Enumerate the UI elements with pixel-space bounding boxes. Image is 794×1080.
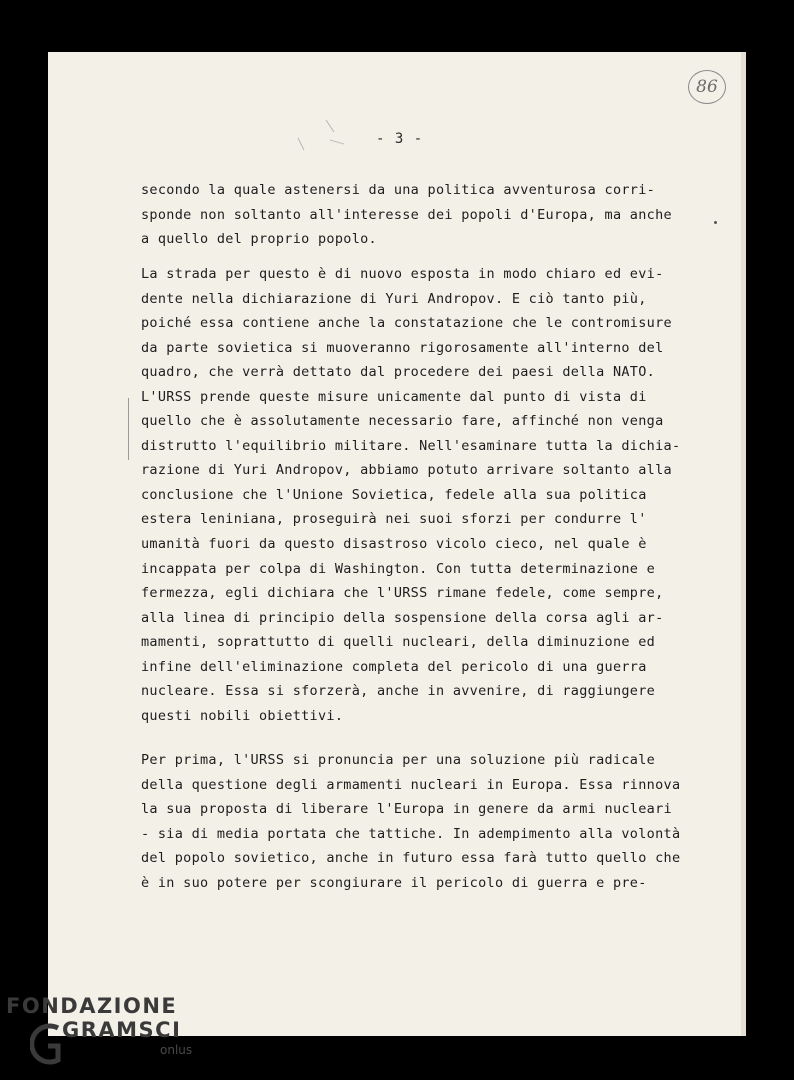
text-line: alla linea di principio della sospensione della corsa agli ar-: [141, 609, 664, 626]
text-line: - sia di media portata che tattiche. In adempimento alla volontà: [141, 825, 681, 842]
archive-number-stamp: 86: [688, 70, 726, 104]
text-line: quello che è assolutamente necessario fare, affinché non venga: [141, 413, 664, 430]
text-line: fermezza, egli dichiara che l'URSS rimane fedele, come sempre,: [141, 585, 664, 602]
text-line: secondo la quale astenersi da una politica avventurosa corri-: [141, 182, 656, 198]
fondazione-gramsci-watermark: [6, 994, 192, 1058]
text-line: infine dell'eliminazione completa del pericolo di una guerra: [141, 658, 647, 675]
watermark-line-1: FONDAZIONE: [6, 994, 178, 1018]
text-line: del popolo sovietico, anche in futuro essa farà tutto quello che: [141, 850, 681, 867]
paragraph-1: [141, 178, 672, 252]
text-line: questi nobili obiettivi.: [141, 707, 344, 724]
page-edge: [741, 52, 746, 1036]
text-line: della questione degli armamenti nucleari in Europa. Essa rinnova: [141, 776, 681, 793]
paragraph-2: [141, 262, 680, 728]
text-line: L'URSS prende queste misure unicamente dal punto di vista di: [141, 388, 647, 405]
ink-dot: [714, 221, 717, 224]
pen-marks: [290, 116, 370, 156]
text-line: nucleare. Essa si sforzerà, anche in avvenire, di raggiungere: [141, 683, 656, 700]
text-line: La strada per questo è di nuovo esposta in modo chiaro ed evi-: [141, 266, 664, 282]
margin-mark: [128, 398, 129, 460]
page-number: - 3 -: [376, 131, 424, 147]
text-line: sponde non soltanto all'interesse dei popoli d'Europa, ma anche: [141, 206, 672, 223]
text-line: quadro, che verrà dettato dal procedere dei paesi della NATO.: [141, 364, 656, 381]
text-line: è in suo potere per scongiurare il pericolo di guerra e pre-: [141, 874, 647, 891]
watermark-line-2: GRAMSCI: [62, 1018, 182, 1042]
text-line: conclusione che l'Unione Sovietica, fedele alla sua politica: [141, 486, 647, 503]
text-line: dente nella dichiarazione di Yuri Andropov. E ciò tanto più,: [141, 290, 647, 307]
text-line: umanità fuori da questo disastroso vicolo cieco, nel quale è: [141, 536, 647, 553]
text-line: razione di Yuri Andropov, abbiamo potuto arrivare soltanto alla: [141, 462, 672, 479]
text-line: Per prima, l'URSS si pronuncia per una soluzione più radicale: [141, 752, 656, 768]
paragraph-3: [141, 748, 680, 895]
gramsci-logo-icon: [30, 1020, 64, 1068]
watermark-line-3: onlus: [160, 1043, 193, 1057]
text-line: la sua proposta di liberare l'Europa in genere da armi nucleari: [141, 801, 672, 818]
text-line: distrutto l'equilibrio militare. Nell'esaminare tutta la dichia-: [141, 437, 681, 454]
text-line: mamenti, soprattutto di quelli nucleari, della diminuzione ed: [141, 634, 656, 651]
text-line: da parte sovietica si muoveranno rigorosamente all'interno del: [141, 339, 664, 356]
text-line: incappata per colpa di Washington. Con tutta determinazione e: [141, 560, 656, 577]
text-line: estera leniniana, proseguirà nei suoi sforzi per condurre l': [141, 511, 647, 528]
text-line: poiché essa contiene anche la constatazione che le contromisure: [141, 315, 672, 332]
text-line: a quello del proprio popolo.: [141, 231, 377, 248]
